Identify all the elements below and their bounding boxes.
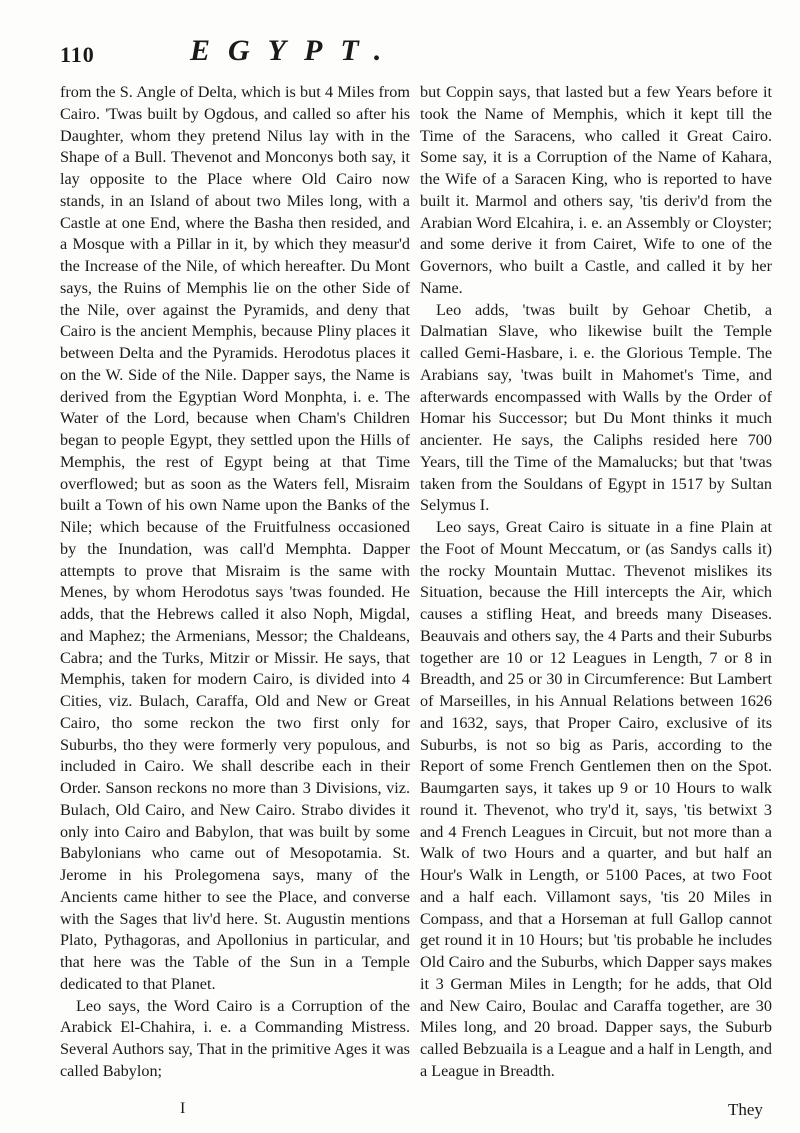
left-paragraph-2: Leo says, the Word Cairo is a Corruption of the Arabick El-Chahira, i. e. a Commanding Mistress. Several Authors say, That in the primitive Ages it was called Babylon; xyxy=(60,996,410,1080)
right-paragraph-2: Leo adds, 'twas built by Gehoar Chetib, a Dalmatian Slave, who likewise built the Temple called Gemi-Hasbare, i. e. the Glorious Temple. The Arabians say, 'twas built in Mahomet's Time, and afterwards encompassed with Walls by the Order of Homar his Successor; but Du Mont thinks it much ancienter. He says, the Caliphs resided here 700 Years, till the Time of the Mamalucks; but that 'twas taken from the Souldans of Egypt in 1517 by Sultan Selymus I. xyxy=(420,300,772,515)
catchword: They xyxy=(728,1100,763,1119)
left-column xyxy=(60,82,410,1083)
page-header xyxy=(60,34,780,80)
right-paragraph-3: Leo says, Great Cairo is situate in a fine Plain at the Foot of Mount Meccatum, or (as Sandys calls it) the rocky Mountain Muttac. Thevenot mislikes its Situation, because the Hill intercepts the Air, which causes a stifling Heat, and breeds many Diseases. Beauvais and others say, the 4 Parts and their Suburbs together are 10 or 12 Leagues in Length, 7 or 8 in Breadth, and 25 or 30 in Circumference: But Lambert of Marseilles, in his Annual Relations between 1626 and 1632, says, that Proper Cairo, exclusive of its Suburbs, is not so big as Paris, according to the Report of some French Gentlemen then on the Spot. Baumgarten says, it takes up 9 or 10 Hours to walk round it. Thevenot, who try'd it, says, 'tis betwixt 3 and 4 French Leagues in Circuit, but not more than a Walk of two Hours and a quarter, and but half an Hour's Walk in Length, or 5100 Paces, at two Foot and a half each. Villamont says, 'tis 20 Miles in Compass, and that a Horseman at full Gallop cannot get round it in 10 Hours; but 'tis probable he includes Old Cairo and the Suburbs, which Dapper says makes it 3 German Miles in Length; for he adds, that Old and New Cairo, Boulac and Caraffa together, are 30 Miles long, and 20 broad. Dapper says, the Suburb called Bebzuaila is a League and a half in Length, and a League in Breadth. xyxy=(420,518,772,1080)
signature-mark: I xyxy=(180,1100,186,1117)
running-head: EGYPT. xyxy=(190,34,400,67)
right-paragraph-1: but Coppin says, that lasted but a few Years before it took the Name of Memphis, which it kept till the Time of the Saracens, who called it Great Cairo. Some say, it is a Corruption of the Name of Kahara, the Wife of a Saracen King, who is reported to have built it. Marmol and others say, 'tis deriv'd from the Arabian Word Elcahira, i. e. an Assembly or Cloyster; and some derive it from Cairet, Wife to one of the Governors, who built a Castle, and called it by her Name. xyxy=(420,83,772,297)
page-number: 110 xyxy=(60,42,95,67)
left-paragraph-1: from the S. Angle of Delta, which is but 4 Miles from Cairo. 'Twas built by Ogdous, and called so after his Daughter, whom they pretend Nilus lay with in the Shape of a Bull. Thevenot and Monconys both say, it lay opposite to the Place where Old Cairo now stands, in an Island of about two Miles long, with a Castle at one End, where the Basha then resided, and a Mosque with a Pillar in it, by which they measur'd the Increase of the Nile, of which hereafter. Du Mont says, the Ruins of Memphis lie on the other Side of the Nile, over against the Pyramids, and deny that Cairo is the ancient Memphis, because Pliny places it between Delta and the Pyramids. Herodotus places it on the W. Side of the Nile. Dapper says, the Name is derived from the Egyptian Word Monphta, i. e. The Water of the Lord, because when Cham's Children began to people Egypt, they settled upon the Hills of Memphis, the rest of Egypt being at that Time overflowed; but as soon as the Waters fell, Misraim built a Town of his own Name upon the Banks of the Nile; which because of the Fruitfulness occasioned by the Inundation, was call'd Memphta. Dapper attempts to prove that Misraim is the same with Menes, by whom Herodotus says 'twas founded. He adds, that the Hebrews called it also Noph, Migdal, and Maphez; the Armenians, Messor; the Chaldeans, Cabra; and the Turks, Mitzir or Missir. He says, that Memphis, taken for modern Cairo, is divided into 4 Cities, viz. Bulach, Caraffa, Old and New or Great Cairo, tho some reckon the two first only for Suburbs, tho they were formerly very populous, and included in Cairo. We shall describe each in their Order. Sanson reckons no more than 3 Divisions, viz. Bulach, Old Cairo, and New Cairo. Strabo divides it only into Cairo and Babylon, that was built by some Babylonians who came out of Mesopotamia. St. Jerome in his Prolegomena says, many of the Ancients came hither to see the Place, and converse with the Sages that liv'd here. St. Augustin mentions Plato, Pythagoras, and Apollonius in particular, and that here was the Table of the Sun in a Temple dedicated to that Planet. xyxy=(60,83,410,993)
right-column xyxy=(420,82,772,1083)
